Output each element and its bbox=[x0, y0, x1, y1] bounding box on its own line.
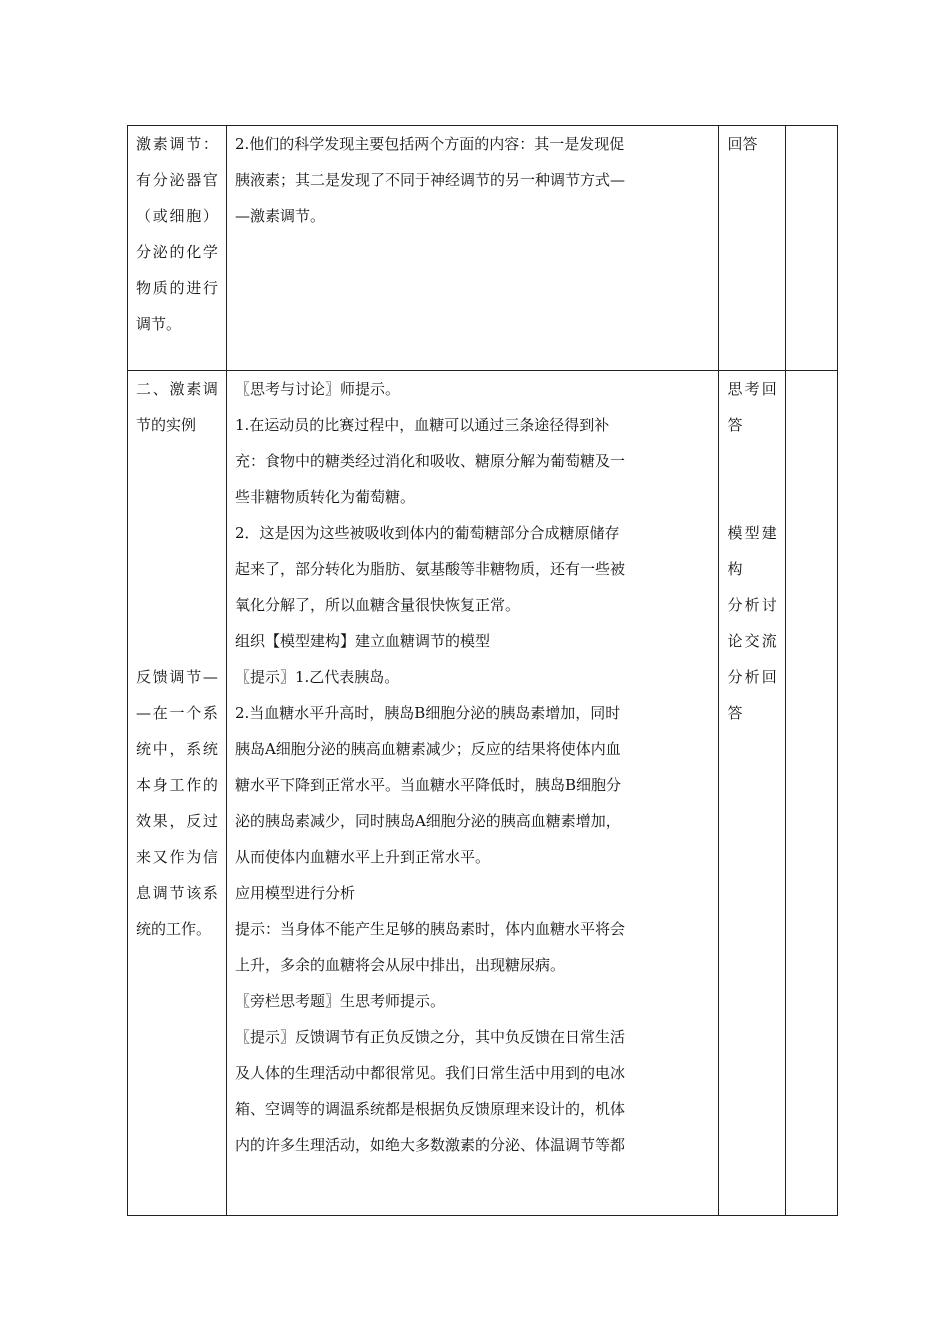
text-line: 有分泌器官 bbox=[136, 171, 218, 189]
text-line: 〖提示〗反馈调节有正负反馈之分，其中负反馈在日常生活 bbox=[234, 1028, 625, 1046]
text-line: 构 bbox=[727, 560, 743, 578]
lesson-plan-table bbox=[127, 125, 838, 1216]
text-line: 调节。 bbox=[136, 315, 182, 333]
text-line: 分泌的化学 bbox=[136, 243, 218, 261]
notes-cell bbox=[785, 371, 837, 1216]
text-line: 激素调节： bbox=[136, 135, 218, 153]
text-line: 些非糖物质转化为葡萄糖。 bbox=[234, 488, 415, 506]
text-line: 分析讨 bbox=[727, 596, 777, 614]
text-line: 息调节该系 bbox=[136, 884, 218, 902]
text-line: 节的实例 bbox=[136, 416, 197, 434]
student-activity-cell bbox=[719, 371, 785, 1216]
text-line: 组织【模型建构】建立血糖调节的模型 bbox=[234, 632, 490, 650]
text-line: 提示：当身体不能产生足够的胰岛素时，体内血糖水平将会 bbox=[234, 920, 625, 938]
text-line: 胰岛A细胞分泌的胰高血糖素减少；反应的结果将使体内血 bbox=[234, 740, 621, 758]
text-line: 答 bbox=[727, 416, 743, 434]
text-line: 糖水平下降到正常水平。当血糖水平降低时，胰岛B细胞分 bbox=[234, 776, 621, 794]
text-line: 回答 bbox=[727, 135, 758, 153]
text-line: 2．这是因为这些被吸收到体内的葡萄糖部分合成糖原储存 bbox=[234, 524, 620, 542]
text-line: 本身工作的 bbox=[136, 776, 218, 794]
table-row bbox=[128, 126, 838, 371]
text-line: 起来了，部分转化为脂肪、氨基酸等非糖物质，还有一些被 bbox=[234, 560, 625, 578]
text-line: 论交流 bbox=[727, 632, 777, 650]
text-line: 从而使体内血糖水平上升到正常水平。 bbox=[234, 848, 490, 866]
student-activity-cell bbox=[719, 126, 785, 371]
text-line: 统的工作。 bbox=[136, 920, 212, 938]
text-line: 思考回 bbox=[727, 380, 777, 398]
text-line: 〖思考与讨论〗师提示。 bbox=[234, 380, 400, 398]
text-line: 泌的胰岛素减少，同时胰岛A细胞分泌的胰高血糖素增加， bbox=[234, 812, 621, 830]
notes-cell bbox=[785, 126, 837, 371]
text-line: 上升，多余的血糖将会从尿中排出，出现糖尿病。 bbox=[234, 956, 565, 974]
text-line: 2.当血糖水平升高时，胰岛B细胞分泌的胰岛素增加，同时 bbox=[234, 704, 621, 722]
concept-cell bbox=[128, 126, 227, 371]
text-line: （或细胞） bbox=[136, 207, 218, 225]
table-row bbox=[128, 371, 838, 1216]
text-line: —在一个系 bbox=[136, 704, 218, 722]
teaching-content-cell bbox=[226, 126, 719, 371]
text-line: 反馈调节— bbox=[136, 668, 218, 686]
text-line: 效果，反过 bbox=[136, 812, 218, 830]
text-line: 氧化分解了，所以血糖含量很快恢复正常。 bbox=[234, 596, 520, 614]
text-line: 来又作为信 bbox=[136, 848, 218, 866]
text-line: 分析回 bbox=[727, 668, 777, 686]
teaching-content-cell bbox=[226, 371, 719, 1216]
text-line: 模型建 bbox=[727, 524, 777, 542]
text-line: 应用模型进行分析 bbox=[234, 884, 355, 902]
concept-cell bbox=[128, 371, 227, 1216]
text-line: 〖旁栏思考题〗生思考师提示。 bbox=[234, 992, 445, 1010]
text-line: 〖提示〗1.乙代表胰岛。 bbox=[234, 668, 400, 686]
text-line: 1.在运动员的比赛过程中，血糖可以通过三条途径得到补 bbox=[234, 416, 610, 434]
text-line: 二、激素调 bbox=[136, 380, 218, 398]
text-line: 2.他们的科学发现主要包括两个方面的内容：其一是发现促 bbox=[234, 135, 625, 153]
text-line: 统中，系统 bbox=[136, 740, 218, 758]
text-line: —激素调节。 bbox=[234, 207, 325, 225]
text-line: 内的许多生理活动，如绝大多数激素的分泌、体温调节等都 bbox=[234, 1136, 625, 1154]
text-line: 物质的进行 bbox=[136, 279, 218, 297]
text-line: 箱、空调等的调温系统都是根据负反馈原理来设计的，机体 bbox=[234, 1100, 625, 1118]
text-line: 胰液素；其二是发现了不同于神经调节的另一种调节方式— bbox=[234, 171, 625, 189]
text-line: 及人体的生理活动中都很常见。我们日常生活中用到的电冰 bbox=[234, 1064, 625, 1082]
text-line: 答 bbox=[727, 704, 743, 722]
text-line: 充：食物中的糖类经过消化和吸收、糖原分解为葡萄糖及一 bbox=[234, 452, 625, 470]
